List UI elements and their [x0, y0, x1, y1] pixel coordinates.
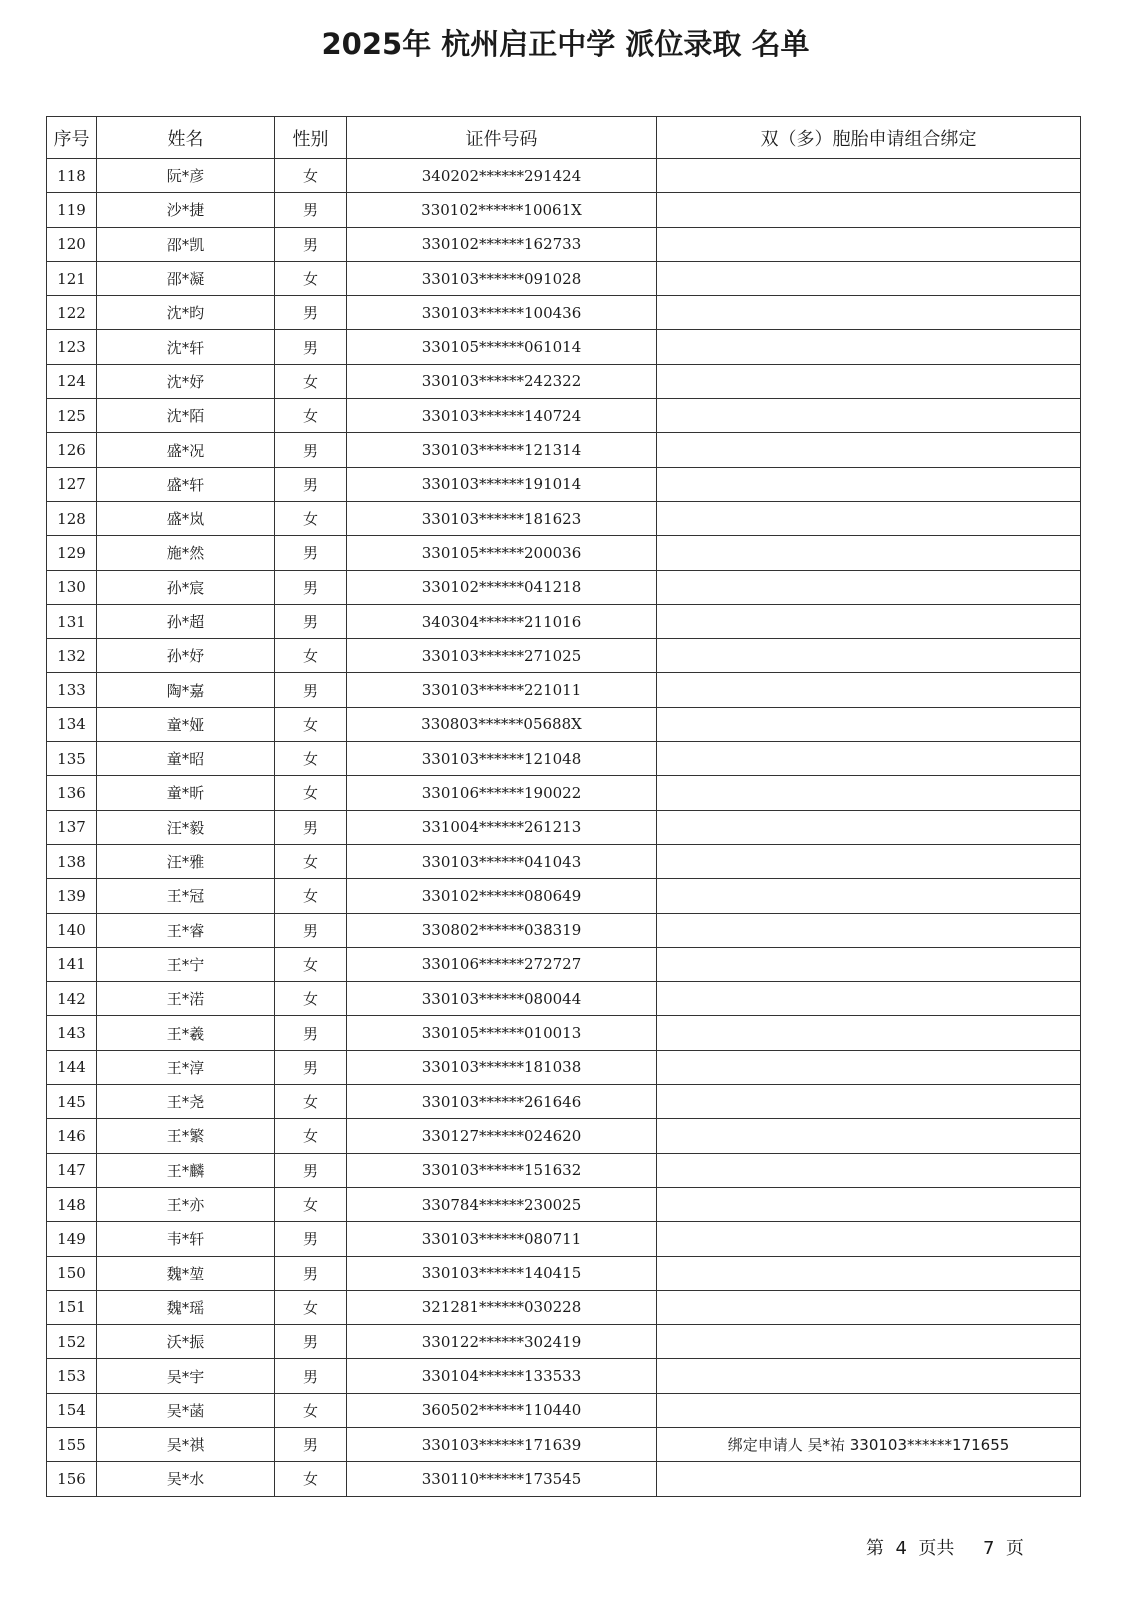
- row-twin-binding: [657, 1359, 1081, 1393]
- row-gender: 男: [275, 1256, 347, 1290]
- table-row: [47, 844, 1081, 878]
- row-gender: 女: [275, 879, 347, 913]
- row-id-number: 330104******133533: [347, 1359, 657, 1393]
- row-twin-binding: [657, 1016, 1081, 1050]
- row-serial: 118: [47, 159, 97, 193]
- row-name: 沈*轩: [97, 330, 275, 364]
- row-gender: 男: [275, 467, 347, 501]
- table-row: [47, 399, 1081, 433]
- row-twin-binding: [657, 913, 1081, 947]
- row-gender: 女: [275, 639, 347, 673]
- row-id-number: 330103******080044: [347, 982, 657, 1016]
- row-twin-binding: [657, 399, 1081, 433]
- row-name: 吴*祺: [97, 1427, 275, 1461]
- row-gender: 男: [275, 1427, 347, 1461]
- table-row: [47, 1222, 1081, 1256]
- row-serial: 143: [47, 1016, 97, 1050]
- row-serial: 140: [47, 913, 97, 947]
- row-serial: 141: [47, 947, 97, 981]
- row-gender: 女: [275, 1290, 347, 1324]
- row-id-number: 330122******302419: [347, 1325, 657, 1359]
- column-header-serial: 序号: [47, 117, 97, 159]
- row-name: 王*尧: [97, 1085, 275, 1119]
- column-header-id-number: 证件号码: [347, 117, 657, 159]
- table-row: [47, 1393, 1081, 1427]
- row-id-number: 330103******121314: [347, 433, 657, 467]
- row-name: 沃*振: [97, 1325, 275, 1359]
- row-name: 孙*妤: [97, 639, 275, 673]
- row-id-number: 340304******211016: [347, 604, 657, 638]
- table-row: [47, 364, 1081, 398]
- row-twin-binding: 绑定申请人 吴*祐 330103******171655: [657, 1427, 1081, 1461]
- row-gender: 男: [275, 913, 347, 947]
- row-name: 陶*嘉: [97, 673, 275, 707]
- table-row: [47, 159, 1081, 193]
- row-serial: 128: [47, 501, 97, 535]
- row-id-number: 330102******041218: [347, 570, 657, 604]
- row-twin-binding: [657, 947, 1081, 981]
- row-gender: 男: [275, 1050, 347, 1084]
- table-row: [47, 433, 1081, 467]
- row-twin-binding: [657, 433, 1081, 467]
- row-gender: 男: [275, 673, 347, 707]
- row-gender: 女: [275, 1085, 347, 1119]
- row-serial: 130: [47, 570, 97, 604]
- row-name: 王*渃: [97, 982, 275, 1016]
- row-twin-binding: [657, 776, 1081, 810]
- row-name: 王*睿: [97, 913, 275, 947]
- row-serial: 127: [47, 467, 97, 501]
- row-gender: 女: [275, 1187, 347, 1221]
- row-name: 魏*瑶: [97, 1290, 275, 1324]
- row-name: 邵*凝: [97, 261, 275, 295]
- row-name: 汪*毅: [97, 810, 275, 844]
- row-id-number: 330103******261646: [347, 1085, 657, 1119]
- row-id-number: 330105******200036: [347, 536, 657, 570]
- row-gender: 女: [275, 1119, 347, 1153]
- row-gender: 男: [275, 227, 347, 261]
- row-serial: 150: [47, 1256, 97, 1290]
- row-serial: 134: [47, 707, 97, 741]
- row-serial: 142: [47, 982, 97, 1016]
- row-name: 童*娅: [97, 707, 275, 741]
- row-gender: 女: [275, 364, 347, 398]
- row-twin-binding: [657, 742, 1081, 776]
- row-gender: 女: [275, 399, 347, 433]
- row-serial: 131: [47, 604, 97, 638]
- row-gender: 女: [275, 844, 347, 878]
- row-name: 沈*妤: [97, 364, 275, 398]
- row-gender: 男: [275, 1325, 347, 1359]
- column-header-gender: 性别: [275, 117, 347, 159]
- row-name: 王*亦: [97, 1187, 275, 1221]
- row-name: 沙*捷: [97, 193, 275, 227]
- row-twin-binding: [657, 604, 1081, 638]
- table-row: [47, 193, 1081, 227]
- row-name: 施*然: [97, 536, 275, 570]
- table-row: [47, 742, 1081, 776]
- row-gender: 女: [275, 501, 347, 535]
- table-row: [47, 1050, 1081, 1084]
- row-id-number: 330103******271025: [347, 639, 657, 673]
- row-twin-binding: [657, 193, 1081, 227]
- row-id-number: 330103******181038: [347, 1050, 657, 1084]
- table-row: [47, 330, 1081, 364]
- row-gender: 男: [275, 330, 347, 364]
- row-twin-binding: [657, 1187, 1081, 1221]
- row-gender: 女: [275, 261, 347, 295]
- row-twin-binding: [657, 707, 1081, 741]
- row-serial: 126: [47, 433, 97, 467]
- row-gender: 女: [275, 159, 347, 193]
- table-body: [47, 159, 1081, 1497]
- row-serial: 137: [47, 810, 97, 844]
- row-id-number: 330102******080649: [347, 879, 657, 913]
- row-serial: 156: [47, 1462, 97, 1496]
- row-id-number: 330102******162733: [347, 227, 657, 261]
- row-twin-binding: [657, 501, 1081, 535]
- row-serial: 125: [47, 399, 97, 433]
- row-name: 汪*雅: [97, 844, 275, 878]
- row-serial: 149: [47, 1222, 97, 1256]
- row-id-number: 330103******091028: [347, 261, 657, 295]
- table-row: [47, 501, 1081, 535]
- row-twin-binding: [657, 1050, 1081, 1084]
- row-id-number: 330110******173545: [347, 1462, 657, 1496]
- row-gender: 女: [275, 982, 347, 1016]
- column-header-twin-binding: 双（多）胞胎申请组合绑定: [657, 117, 1081, 159]
- row-twin-binding: [657, 1393, 1081, 1427]
- footer-prefix: 第: [866, 1538, 884, 1559]
- row-id-number: 330103******242322: [347, 364, 657, 398]
- row-serial: 133: [47, 673, 97, 707]
- row-twin-binding: [657, 227, 1081, 261]
- table-row: [47, 673, 1081, 707]
- row-id-number: 340202******291424: [347, 159, 657, 193]
- row-serial: 129: [47, 536, 97, 570]
- row-twin-binding: [657, 879, 1081, 913]
- row-name: 王*繁: [97, 1119, 275, 1153]
- row-name: 邵*凯: [97, 227, 275, 261]
- row-gender: 男: [275, 296, 347, 330]
- row-name: 王*麟: [97, 1153, 275, 1187]
- row-twin-binding: [657, 467, 1081, 501]
- footer-middle: 页共: [918, 1538, 955, 1559]
- row-twin-binding: [657, 639, 1081, 673]
- row-serial: 136: [47, 776, 97, 810]
- row-name: 王*淳: [97, 1050, 275, 1084]
- row-gender: 男: [275, 1359, 347, 1393]
- row-gender: 女: [275, 776, 347, 810]
- row-id-number: 330103******121048: [347, 742, 657, 776]
- row-name: 吴*宇: [97, 1359, 275, 1393]
- row-serial: 145: [47, 1085, 97, 1119]
- row-twin-binding: [657, 1256, 1081, 1290]
- table-row: [47, 707, 1081, 741]
- table-row: [47, 1256, 1081, 1290]
- row-gender: 男: [275, 604, 347, 638]
- table-row: [47, 570, 1081, 604]
- row-name: 吴*菡: [97, 1393, 275, 1427]
- table-row: [47, 1290, 1081, 1324]
- row-gender: 女: [275, 707, 347, 741]
- page-title: 2025年 杭州启正中学 派位录取 名单: [321, 27, 810, 61]
- row-serial: 146: [47, 1119, 97, 1153]
- row-id-number: 330103******191014: [347, 467, 657, 501]
- table-row: [47, 261, 1081, 295]
- row-serial: 154: [47, 1393, 97, 1427]
- table-row: [47, 227, 1081, 261]
- row-gender: 男: [275, 193, 347, 227]
- row-twin-binding: [657, 296, 1081, 330]
- row-serial: 139: [47, 879, 97, 913]
- row-twin-binding: [657, 844, 1081, 878]
- row-name: 孙*宸: [97, 570, 275, 604]
- row-id-number: 330784******230025: [347, 1187, 657, 1221]
- row-serial: 132: [47, 639, 97, 673]
- row-id-number: 330103******221011: [347, 673, 657, 707]
- table-row: [47, 1325, 1081, 1359]
- table-row: [47, 1153, 1081, 1187]
- row-id-number: 330106******190022: [347, 776, 657, 810]
- row-gender: 女: [275, 1393, 347, 1427]
- row-serial: 152: [47, 1325, 97, 1359]
- row-name: 韦*轩: [97, 1222, 275, 1256]
- row-name: 童*昭: [97, 742, 275, 776]
- footer-current-page: 4: [895, 1538, 907, 1559]
- row-id-number: 330106******272727: [347, 947, 657, 981]
- row-id-number: 330103******151632: [347, 1153, 657, 1187]
- row-serial: 155: [47, 1427, 97, 1461]
- row-id-number: 330103******100436: [347, 296, 657, 330]
- row-gender: 女: [275, 742, 347, 776]
- row-id-number: 321281******030228: [347, 1290, 657, 1324]
- row-twin-binding: [657, 1119, 1081, 1153]
- row-id-number: 330103******080711: [347, 1222, 657, 1256]
- row-id-number: 330105******010013: [347, 1016, 657, 1050]
- row-twin-binding: [657, 982, 1081, 1016]
- row-id-number: 360502******110440: [347, 1393, 657, 1427]
- row-id-number: 330127******024620: [347, 1119, 657, 1153]
- table-row: [47, 639, 1081, 673]
- row-serial: 138: [47, 844, 97, 878]
- row-twin-binding: [657, 1325, 1081, 1359]
- row-id-number: 330803******05688X: [347, 707, 657, 741]
- table-row: [47, 1016, 1081, 1050]
- row-twin-binding: [657, 536, 1081, 570]
- row-twin-binding: [657, 1085, 1081, 1119]
- row-twin-binding: [657, 1222, 1081, 1256]
- row-serial: 121: [47, 261, 97, 295]
- table-row: [47, 879, 1081, 913]
- column-header-name: 姓名: [97, 117, 275, 159]
- row-twin-binding: [657, 1290, 1081, 1324]
- row-gender: 男: [275, 1153, 347, 1187]
- row-name: 盛*况: [97, 433, 275, 467]
- row-name: 沈*陌: [97, 399, 275, 433]
- row-name: 盛*轩: [97, 467, 275, 501]
- table-row: [47, 467, 1081, 501]
- row-name: 童*昕: [97, 776, 275, 810]
- row-twin-binding: [657, 810, 1081, 844]
- row-gender: 男: [275, 570, 347, 604]
- row-name: 沈*昀: [97, 296, 275, 330]
- row-name: 王*羲: [97, 1016, 275, 1050]
- table-row: [47, 776, 1081, 810]
- table-row: [47, 1085, 1081, 1119]
- row-name: 阮*彦: [97, 159, 275, 193]
- page-footer: [866, 1534, 1066, 1560]
- table-row: [47, 604, 1081, 638]
- table-row: [47, 947, 1081, 981]
- row-serial: 151: [47, 1290, 97, 1324]
- row-gender: 男: [275, 433, 347, 467]
- row-twin-binding: [657, 159, 1081, 193]
- row-name: 王*宁: [97, 947, 275, 981]
- footer-total-pages: 7: [982, 1538, 995, 1559]
- row-gender: 女: [275, 947, 347, 981]
- row-serial: 147: [47, 1153, 97, 1187]
- row-name: 孙*超: [97, 604, 275, 638]
- row-name: 王*冠: [97, 879, 275, 913]
- row-twin-binding: [657, 364, 1081, 398]
- table-row: [47, 536, 1081, 570]
- row-id-number: 330103******041043: [347, 844, 657, 878]
- row-id-number: 331004******261213: [347, 810, 657, 844]
- footer-suffix: 页: [1005, 1538, 1024, 1559]
- row-id-number: 330802******038319: [347, 913, 657, 947]
- table-row: [47, 913, 1081, 947]
- row-gender: 女: [275, 1462, 347, 1496]
- row-gender: 男: [275, 1222, 347, 1256]
- table-row: [47, 1427, 1081, 1461]
- table-row: [47, 1359, 1081, 1393]
- row-twin-binding: [657, 1462, 1081, 1496]
- admission-table: [46, 116, 1081, 1497]
- row-twin-binding: [657, 1153, 1081, 1187]
- row-serial: 153: [47, 1359, 97, 1393]
- table-row: [47, 296, 1081, 330]
- row-id-number: 330103******181623: [347, 501, 657, 535]
- row-id-number: 330103******171639: [347, 1427, 657, 1461]
- row-gender: 男: [275, 536, 347, 570]
- row-serial: 119: [47, 193, 97, 227]
- row-name: 魏*堃: [97, 1256, 275, 1290]
- table-row: [47, 810, 1081, 844]
- row-serial: 120: [47, 227, 97, 261]
- row-serial: 122: [47, 296, 97, 330]
- row-id-number: 330103******140415: [347, 1256, 657, 1290]
- table-row: [47, 1187, 1081, 1221]
- row-name: 吴*水: [97, 1462, 275, 1496]
- row-twin-binding: [657, 570, 1081, 604]
- row-id-number: 330103******140724: [347, 399, 657, 433]
- row-serial: 123: [47, 330, 97, 364]
- row-gender: 男: [275, 810, 347, 844]
- row-serial: 148: [47, 1187, 97, 1221]
- row-serial: 144: [47, 1050, 97, 1084]
- row-id-number: 330105******061014: [347, 330, 657, 364]
- row-name: 盛*岚: [97, 501, 275, 535]
- table-row: [47, 982, 1081, 1016]
- table-header-row: [47, 117, 1081, 159]
- table-row: [47, 1119, 1081, 1153]
- row-gender: 男: [275, 1016, 347, 1050]
- row-twin-binding: [657, 673, 1081, 707]
- row-serial: 124: [47, 364, 97, 398]
- row-id-number: 330102******10061X: [347, 193, 657, 227]
- row-twin-binding: [657, 261, 1081, 295]
- table-row: [47, 1462, 1081, 1496]
- row-twin-binding: [657, 330, 1081, 364]
- row-serial: 135: [47, 742, 97, 776]
